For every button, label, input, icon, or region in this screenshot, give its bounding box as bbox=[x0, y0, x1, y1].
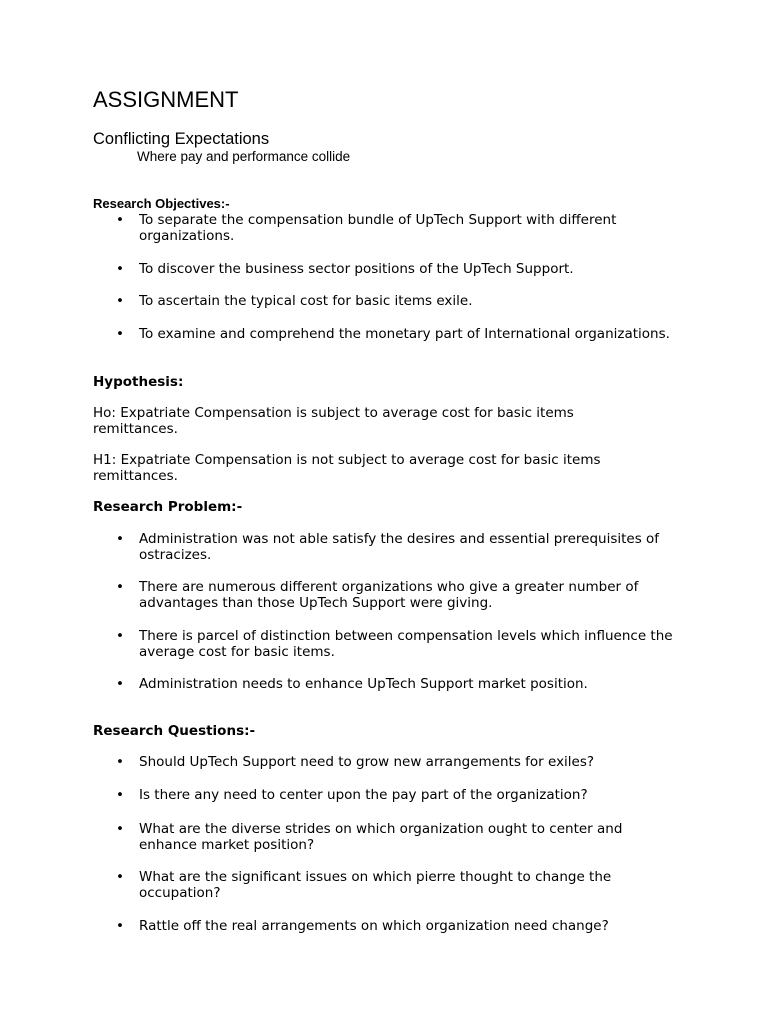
document-title: ASSIGNMENT bbox=[93, 87, 239, 112]
document-subtitle: Conflicting Expectations bbox=[93, 130, 270, 148]
bullet-icon: • bbox=[116, 212, 124, 228]
list-item-text: There are numerous different organizations who give a greater number of advantages than those UpTech Support were giving. bbox=[139, 579, 639, 611]
hypothesis-heading: Hypothesis: bbox=[93, 374, 184, 390]
list-item-text: To separate the compensation bundle of UpTech Support with different organizations. bbox=[139, 212, 617, 244]
hypothesis-h0: Ho: Expatriate Compensation is subject to average cost for basic items remittances. bbox=[93, 405, 574, 437]
document-tagline: Where pay and performance collide bbox=[137, 149, 351, 164]
questions-heading: Research Questions:- bbox=[93, 723, 256, 739]
list-item-text: Should UpTech Support need to grow new arrangements for exiles? bbox=[139, 754, 595, 770]
list-item-text: To ascertain the typical cost for basic items exile. bbox=[139, 293, 473, 309]
bullet-icon: • bbox=[116, 869, 124, 885]
bullet-icon: • bbox=[116, 628, 124, 644]
bullet-icon: • bbox=[116, 918, 124, 934]
bullet-icon: • bbox=[116, 754, 124, 770]
list-item-text: Administration was not able satisfy the desires and essential prerequisites of ostracizes. bbox=[139, 531, 660, 563]
problem-heading: Research Problem:- bbox=[93, 499, 243, 515]
bullet-icon: • bbox=[116, 261, 124, 277]
list-item-text: Administration needs to enhance UpTech Support market position. bbox=[139, 676, 588, 692]
bullet-icon: • bbox=[116, 326, 124, 342]
bullet-icon: • bbox=[116, 579, 124, 595]
list-item-text: To examine and comprehend the monetary part of International organizations. bbox=[139, 326, 670, 342]
list-item-text: To discover the business sector positions of the UpTech Support. bbox=[139, 261, 574, 277]
bullet-icon: • bbox=[116, 821, 124, 837]
objectives-heading: Research Objectives:- bbox=[93, 196, 230, 211]
list-item-text: What are the significant issues on which pierre thought to change the occupation? bbox=[139, 869, 612, 901]
bullet-icon: • bbox=[116, 531, 124, 547]
list-item-text: There is parcel of distinction between compensation levels which influence the average cost for basic items. bbox=[139, 628, 673, 660]
hypothesis-h1: H1: Expatriate Compensation is not subject to average cost for basic items remittances. bbox=[93, 452, 601, 484]
bullet-icon: • bbox=[116, 293, 124, 309]
bullet-icon: • bbox=[116, 787, 124, 803]
bullet-icon: • bbox=[116, 676, 124, 692]
list-item-text: What are the diverse strides on which organization ought to center and enhance market position? bbox=[139, 821, 623, 853]
list-item-text: Rattle off the real arrangements on which organization need change? bbox=[139, 918, 609, 934]
list-item-text: Is there any need to center upon the pay part of the organization? bbox=[139, 787, 588, 803]
